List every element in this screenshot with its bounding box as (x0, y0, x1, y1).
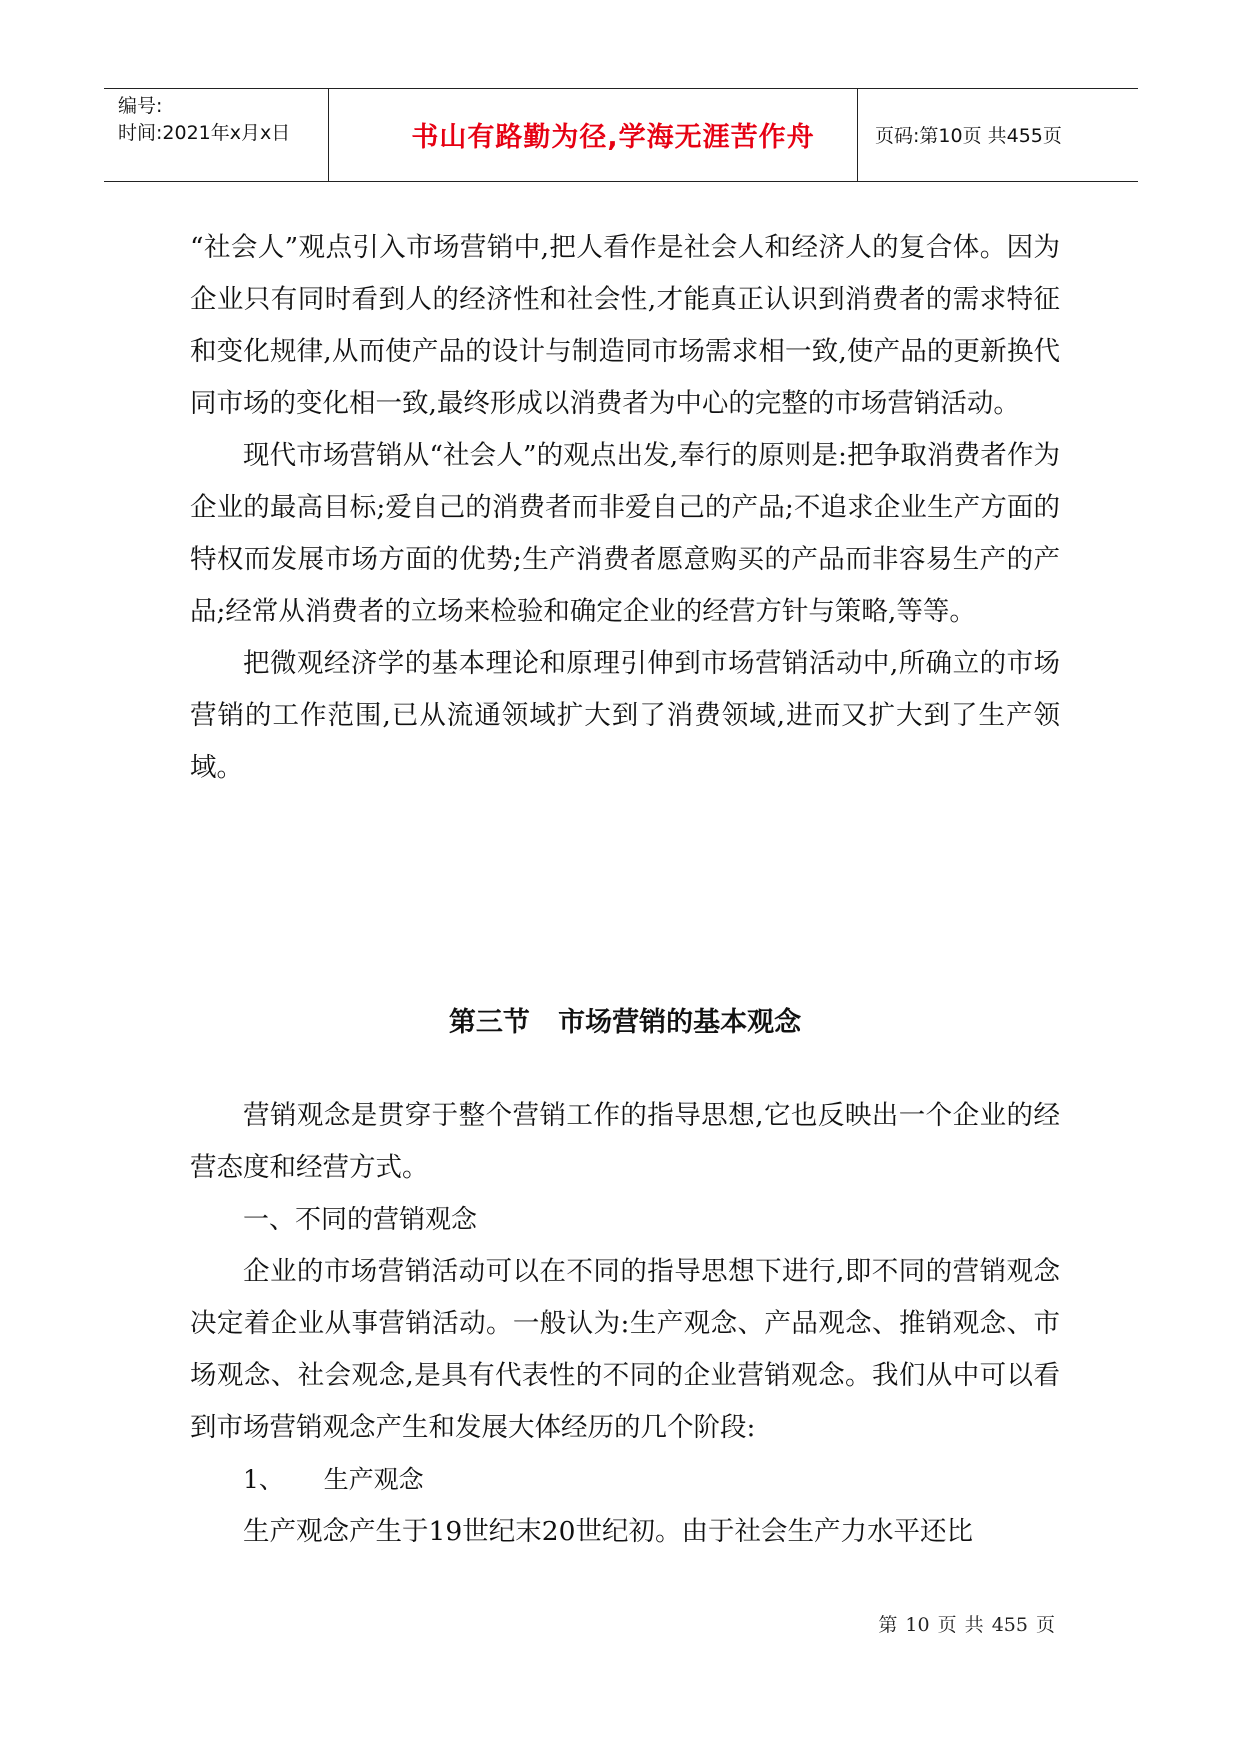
section-title: 第三节 市场营销的基本观念 (448, 1007, 802, 1038)
body-paragraph: 企业的市场营销活动可以在不同的指导思想下进行,即不同的营销观念决定着企业从事营销活动。一般认为:生产观念、产品观念、推销观念、市场观念、社会观念,是具有代表性的不同的企业营销观念。我们从中可以看到市场营销观念产生和发展大体经历的几个阶段: (190, 1256, 1060, 1443)
subsection-heading: 一、不同的营销观念 (243, 1205, 478, 1235)
header-page-code: 页码:第10页 共455页 (875, 125, 1062, 147)
body-paragraph: 生产观念产生于19世纪末20世纪初。由于社会生产力水平还比 (243, 1516, 973, 1547)
page-footer: 第 10 页 共 455 页 (878, 1614, 1055, 1636)
list-item-heading: 1、 生产观念 (243, 1465, 424, 1494)
body-section-1 (190, 222, 1060, 794)
header-divider-right (857, 89, 858, 181)
body-section-2 (190, 1090, 1060, 1558)
body-paragraph: 现代市场营销从“社会人”的观点出发,奉行的原则是:把争取消费者作为企业的最高目标;爱自己的消费者而非爱自己的产品;不追求企业生产方面的特权而发展市场方面的优势;生产消费者愿意购买的产品而非容易生产的产品;经常从消费者的立场来检验和确定企业的经营方针与策略,等等。 (190, 440, 1060, 627)
header-motto: 书山有路勤为径,学海无涯苦作舟 (411, 122, 815, 153)
body-paragraph: 把微观经济学的基本理论和原理引伸到市场营销活动中,所确立的市场营销的工作范围,已从流通领域扩大到了消费领域,进而又扩大到了生产领域。 (190, 648, 1060, 783)
header-meta (118, 93, 358, 147)
page-header (104, 88, 1138, 182)
body-paragraph: 营销观念是贯穿于整个营销工作的指导思想,它也反映出一个企业的经营态度和经营方式。 (190, 1100, 1060, 1183)
document-time-label: 时间:2021年x月x日 (118, 122, 291, 144)
header-divider-left (328, 89, 329, 181)
body-paragraph: “社会人”观点引入市场营销中,把人看作是社会人和经济人的复合体。因为企业只有同时看到人的经济性和社会性,才能真正认识到消费者的需求特征和变化规律,从而使产品的设计与制造同市场需求相一致,使产品的更新换代同市场的变化相一致,最终形成以消费者为中心的完整的市场营销活动。 (190, 232, 1060, 419)
document-number-label: 编号: (118, 95, 163, 117)
